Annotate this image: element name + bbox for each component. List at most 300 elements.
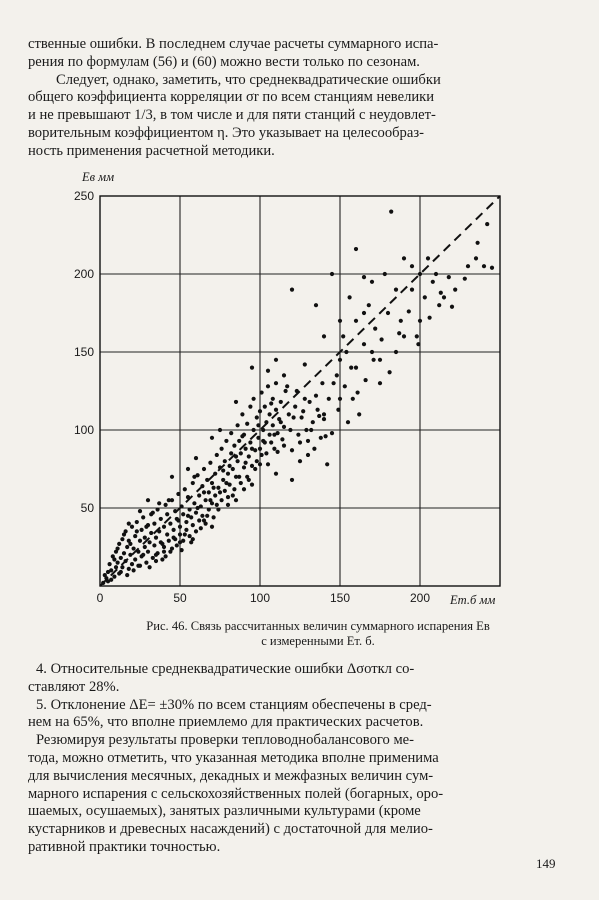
data-point xyxy=(245,422,249,426)
data-point xyxy=(285,384,289,388)
data-point xyxy=(280,437,284,441)
data-point xyxy=(176,492,180,496)
data-point xyxy=(232,487,236,491)
data-point xyxy=(362,275,366,279)
data-point xyxy=(240,412,244,416)
data-point xyxy=(260,390,264,394)
data-point xyxy=(327,397,331,401)
y-tick-label: 200 xyxy=(73,267,94,281)
data-point xyxy=(138,539,142,543)
data-point xyxy=(208,498,212,502)
data-point xyxy=(279,400,283,404)
data-point xyxy=(216,486,220,490)
data-point xyxy=(362,311,366,315)
body-text-bottom xyxy=(28,661,571,857)
data-point xyxy=(434,272,438,276)
data-point xyxy=(127,567,131,571)
data-point xyxy=(138,509,142,513)
data-point xyxy=(253,467,257,471)
data-point xyxy=(258,447,262,451)
data-point xyxy=(303,397,307,401)
data-point xyxy=(266,462,270,466)
data-point xyxy=(207,490,211,494)
data-point xyxy=(173,537,177,541)
data-point xyxy=(236,459,240,463)
data-point xyxy=(250,483,254,487)
data-point xyxy=(428,316,432,320)
data-point xyxy=(170,546,174,550)
data-point xyxy=(215,453,219,457)
body-text-top xyxy=(28,36,571,161)
data-point xyxy=(160,557,164,561)
y-tick-label: 100 xyxy=(73,423,94,437)
data-point xyxy=(202,490,206,494)
data-point xyxy=(103,573,107,577)
data-point xyxy=(407,309,411,313)
data-point xyxy=(415,334,419,338)
scatter-figure xyxy=(58,166,558,611)
data-point xyxy=(197,493,201,497)
data-point xyxy=(364,378,368,382)
data-point xyxy=(248,405,252,409)
data-point xyxy=(410,264,414,268)
x-tick-label: 200 xyxy=(409,591,431,605)
data-point xyxy=(431,280,435,284)
data-point xyxy=(274,408,278,412)
data-point xyxy=(354,247,358,251)
text-line: ративной практики точностью. xyxy=(28,838,221,855)
data-point xyxy=(202,467,206,471)
data-point xyxy=(244,461,248,465)
data-point xyxy=(306,439,310,443)
data-point xyxy=(205,478,209,482)
data-point xyxy=(117,542,121,546)
data-point xyxy=(338,358,342,362)
caption-line-1: Рис. 46. Связь рассчитанных величин суммарного испарения Eв xyxy=(146,619,490,633)
data-point xyxy=(423,295,427,299)
data-point xyxy=(266,384,270,388)
data-point xyxy=(394,350,398,354)
data-point xyxy=(165,532,169,536)
figure-caption xyxy=(78,619,558,649)
data-point xyxy=(239,451,243,455)
data-point xyxy=(380,337,384,341)
data-point xyxy=(172,528,176,532)
data-point xyxy=(218,465,222,469)
data-point xyxy=(343,384,347,388)
data-point xyxy=(152,543,156,547)
caption-line-2: с измеренными Eт. б. xyxy=(261,634,375,648)
x-tick-label: 0 xyxy=(96,591,104,605)
data-point xyxy=(330,272,334,276)
data-point xyxy=(215,503,219,507)
data-point xyxy=(271,423,275,427)
data-point xyxy=(154,553,158,557)
data-point xyxy=(210,481,214,485)
data-point xyxy=(370,350,374,354)
data-point xyxy=(322,334,326,338)
data-point xyxy=(389,210,393,214)
data-point xyxy=(228,464,232,468)
data-point xyxy=(119,556,123,560)
data-point xyxy=(146,550,150,554)
data-point xyxy=(148,540,152,544)
data-point xyxy=(268,412,272,416)
data-point xyxy=(247,454,251,458)
data-point xyxy=(357,412,361,416)
data-point xyxy=(194,529,198,533)
data-point xyxy=(132,568,136,572)
data-point xyxy=(296,433,300,437)
data-point xyxy=(212,515,216,519)
data-point xyxy=(264,451,268,455)
data-point xyxy=(210,436,214,440)
data-point xyxy=(271,397,275,401)
y-tick-label: 250 xyxy=(73,189,94,203)
data-point xyxy=(272,433,276,437)
data-point xyxy=(338,319,342,323)
data-point xyxy=(168,522,172,526)
page-number: 149 xyxy=(536,856,556,871)
data-point xyxy=(263,440,267,444)
data-point xyxy=(140,528,144,532)
data-point xyxy=(136,550,140,554)
data-point xyxy=(189,540,193,544)
data-point xyxy=(319,436,323,440)
data-point xyxy=(120,537,124,541)
data-point xyxy=(116,561,120,565)
data-point xyxy=(124,559,128,563)
data-point xyxy=(112,557,116,561)
data-point xyxy=(234,400,238,404)
data-point xyxy=(248,440,252,444)
data-point xyxy=(216,507,220,511)
data-point xyxy=(346,420,350,424)
data-point xyxy=(188,534,192,538)
data-point xyxy=(180,504,184,508)
data-point xyxy=(290,478,294,482)
data-point xyxy=(255,415,259,419)
data-point xyxy=(242,465,246,469)
data-point xyxy=(338,397,342,401)
data-point xyxy=(224,481,228,485)
text-line: ственные ошибки. В последнем случае расчеты суммарного испа- xyxy=(28,36,439,52)
data-point xyxy=(293,405,297,409)
data-point xyxy=(218,490,222,494)
data-point xyxy=(109,578,113,582)
data-point xyxy=(282,444,286,448)
text-line: рения по формулам (56) и (60) можно вести только по сезонам. xyxy=(28,53,420,70)
data-point xyxy=(402,334,406,338)
data-point xyxy=(157,529,161,533)
data-point xyxy=(325,462,329,466)
data-point xyxy=(311,420,315,424)
data-point xyxy=(397,331,401,335)
data-point xyxy=(237,475,241,479)
data-point xyxy=(317,414,321,418)
text-line: для вычисления месячных, декадных и межфазных величин сум- xyxy=(28,767,434,784)
data-point xyxy=(128,542,132,546)
data-point xyxy=(322,412,326,416)
data-point xyxy=(295,389,299,393)
data-point xyxy=(466,264,470,268)
text-line: марного испарения с сельскохозяйственных полей (богарных, оро- xyxy=(28,785,444,802)
data-point xyxy=(269,401,273,405)
data-point xyxy=(482,264,486,268)
text-line: тода, можно отметить, что указанная методика вполне применима xyxy=(28,749,439,766)
x-tick-label: 50 xyxy=(173,591,187,605)
data-point xyxy=(309,428,313,432)
data-point xyxy=(304,428,308,432)
y-tick-label: 150 xyxy=(73,345,94,359)
data-point xyxy=(154,536,158,540)
data-point xyxy=(402,256,406,260)
data-point xyxy=(194,511,198,515)
data-point xyxy=(157,501,161,505)
reference-dashed-line xyxy=(100,196,500,586)
data-point xyxy=(191,523,195,527)
data-point xyxy=(108,562,112,566)
data-point xyxy=(344,350,348,354)
data-point xyxy=(373,327,377,331)
data-point xyxy=(224,439,228,443)
text-line: шаемых, осушаемых), занятых различными культурами (кроме xyxy=(28,803,421,820)
data-point xyxy=(146,498,150,502)
text-line: 4. Относительные среднеквадратические ошибки Δσоткл со- xyxy=(36,661,415,677)
data-point xyxy=(268,433,272,437)
scatter-chart xyxy=(58,166,558,611)
data-point xyxy=(143,545,147,549)
data-point xyxy=(159,517,163,521)
data-point xyxy=(274,381,278,385)
data-point xyxy=(282,425,286,429)
data-point xyxy=(236,423,240,427)
data-point xyxy=(351,397,355,401)
data-point xyxy=(160,542,164,546)
data-point xyxy=(399,319,403,323)
data-point xyxy=(183,487,187,491)
x-tick-label: 100 xyxy=(249,591,271,605)
data-point xyxy=(239,481,243,485)
data-point xyxy=(220,498,224,502)
data-point xyxy=(349,366,353,370)
data-point xyxy=(418,319,422,323)
data-point xyxy=(287,412,291,416)
data-point xyxy=(316,408,320,412)
data-point xyxy=(133,557,137,561)
data-point xyxy=(231,467,235,471)
data-point xyxy=(258,409,262,413)
text-line: и не превышают 1/3, в том числе и для пяти станций с неудовлет- xyxy=(28,107,436,124)
data-point xyxy=(132,546,136,550)
data-point xyxy=(263,405,267,409)
text-line: Следует, однако, заметить, что среднеквадратические ошибки xyxy=(56,71,441,88)
data-point xyxy=(212,486,216,490)
data-point xyxy=(229,431,233,435)
text-line: 5. Отклонение ΔE= ±30% по всем станциям обеспечены в сред- xyxy=(36,696,432,713)
data-point xyxy=(114,565,118,569)
y-tick-label: 50 xyxy=(80,501,94,515)
data-point xyxy=(128,553,132,557)
data-point xyxy=(320,381,324,385)
tick-labels xyxy=(74,189,430,605)
data-point xyxy=(180,548,184,552)
data-point xyxy=(138,564,142,568)
data-point xyxy=(119,570,123,574)
data-point xyxy=(437,303,441,307)
text-line: нем на 65%, что вполне приемлемо для практических расчетов. xyxy=(28,714,424,731)
data-point xyxy=(426,256,430,260)
data-point xyxy=(240,434,244,438)
data-point xyxy=(183,532,187,536)
data-point xyxy=(336,408,340,412)
text-line: Резюмируя результаты проверки тепловоднобалансового ме- xyxy=(36,732,415,749)
data-point xyxy=(148,565,152,569)
data-point xyxy=(135,520,139,524)
data-point xyxy=(237,439,241,443)
data-point xyxy=(242,487,246,491)
data-point xyxy=(264,420,268,424)
data-point xyxy=(125,545,129,549)
data-point xyxy=(135,529,139,533)
data-point xyxy=(292,415,296,419)
data-point xyxy=(250,464,254,468)
data-point xyxy=(244,447,248,451)
data-point xyxy=(125,573,129,577)
data-point xyxy=(314,303,318,307)
data-point xyxy=(274,472,278,476)
data-point xyxy=(260,453,264,457)
data-point xyxy=(164,554,168,558)
data-point xyxy=(450,305,454,309)
data-point xyxy=(354,366,358,370)
data-point xyxy=(314,394,318,398)
data-point xyxy=(386,311,390,315)
data-point xyxy=(378,381,382,385)
data-point xyxy=(141,553,145,557)
data-point xyxy=(112,575,116,579)
data-point xyxy=(173,509,177,513)
data-point xyxy=(372,358,376,362)
data-point xyxy=(229,451,233,455)
data-point xyxy=(256,436,260,440)
data-point xyxy=(276,450,280,454)
data-point xyxy=(210,525,214,529)
data-point xyxy=(269,440,273,444)
data-point xyxy=(226,503,230,507)
data-point xyxy=(207,507,211,511)
data-point xyxy=(220,447,224,451)
text-line: ставляют 28%. xyxy=(28,678,120,695)
data-point xyxy=(109,568,113,572)
data-point xyxy=(186,514,190,518)
data-point xyxy=(247,478,251,482)
data-point xyxy=(178,540,182,544)
data-point xyxy=(312,447,316,451)
data-point xyxy=(341,334,345,338)
data-point xyxy=(196,506,200,510)
data-point xyxy=(181,512,185,516)
data-point xyxy=(144,525,148,529)
data-point xyxy=(165,512,169,516)
data-point xyxy=(167,498,171,502)
data-point xyxy=(300,415,304,419)
data-point xyxy=(122,551,126,555)
data-point xyxy=(383,272,387,276)
x-tick-label: 150 xyxy=(329,591,351,605)
data-point xyxy=(301,409,305,413)
data-point xyxy=(127,522,131,526)
data-point xyxy=(252,397,256,401)
data-point xyxy=(192,475,196,479)
data-point xyxy=(418,272,422,276)
data-point xyxy=(221,468,225,472)
data-point xyxy=(167,539,171,543)
data-point xyxy=(213,472,217,476)
data-point xyxy=(272,447,276,451)
data-point xyxy=(354,319,358,323)
data-point xyxy=(223,459,227,463)
data-point xyxy=(152,522,156,526)
data-point xyxy=(370,280,374,284)
data-point xyxy=(141,515,145,519)
data-point xyxy=(335,373,339,377)
y-axis-label: Eв мм xyxy=(82,170,115,184)
data-point xyxy=(186,467,190,471)
data-point xyxy=(130,525,134,529)
data-point xyxy=(410,288,414,292)
data-point xyxy=(306,453,310,457)
data-point xyxy=(298,440,302,444)
data-point xyxy=(290,448,294,452)
data-point xyxy=(184,528,188,532)
data-point xyxy=(191,481,195,485)
data-point xyxy=(378,358,382,362)
data-point xyxy=(416,342,420,346)
data-point xyxy=(234,498,238,502)
text-line: ность применения расчетной методики. xyxy=(28,142,275,159)
data-point xyxy=(279,420,283,424)
data-point xyxy=(204,498,208,502)
data-point xyxy=(208,461,212,465)
data-point xyxy=(133,534,137,538)
data-point xyxy=(226,472,230,476)
data-point xyxy=(232,444,236,448)
data-point xyxy=(252,428,256,432)
data-point xyxy=(223,489,227,493)
data-point xyxy=(250,366,254,370)
data-point xyxy=(476,241,480,245)
data-point xyxy=(308,400,312,404)
data-point xyxy=(144,561,148,565)
data-point xyxy=(176,518,180,522)
data-point xyxy=(324,434,328,438)
data-point xyxy=(490,266,494,270)
data-point xyxy=(188,507,192,511)
data-point xyxy=(199,526,203,530)
data-point xyxy=(485,222,489,226)
data-point xyxy=(221,478,225,482)
data-point xyxy=(290,288,294,292)
data-point xyxy=(453,288,457,292)
data-point xyxy=(332,381,336,385)
data-point xyxy=(362,342,366,346)
data-point xyxy=(178,525,182,529)
data-point xyxy=(116,546,120,550)
data-point xyxy=(143,536,147,540)
data-point xyxy=(205,514,209,518)
data-point xyxy=(255,459,259,463)
